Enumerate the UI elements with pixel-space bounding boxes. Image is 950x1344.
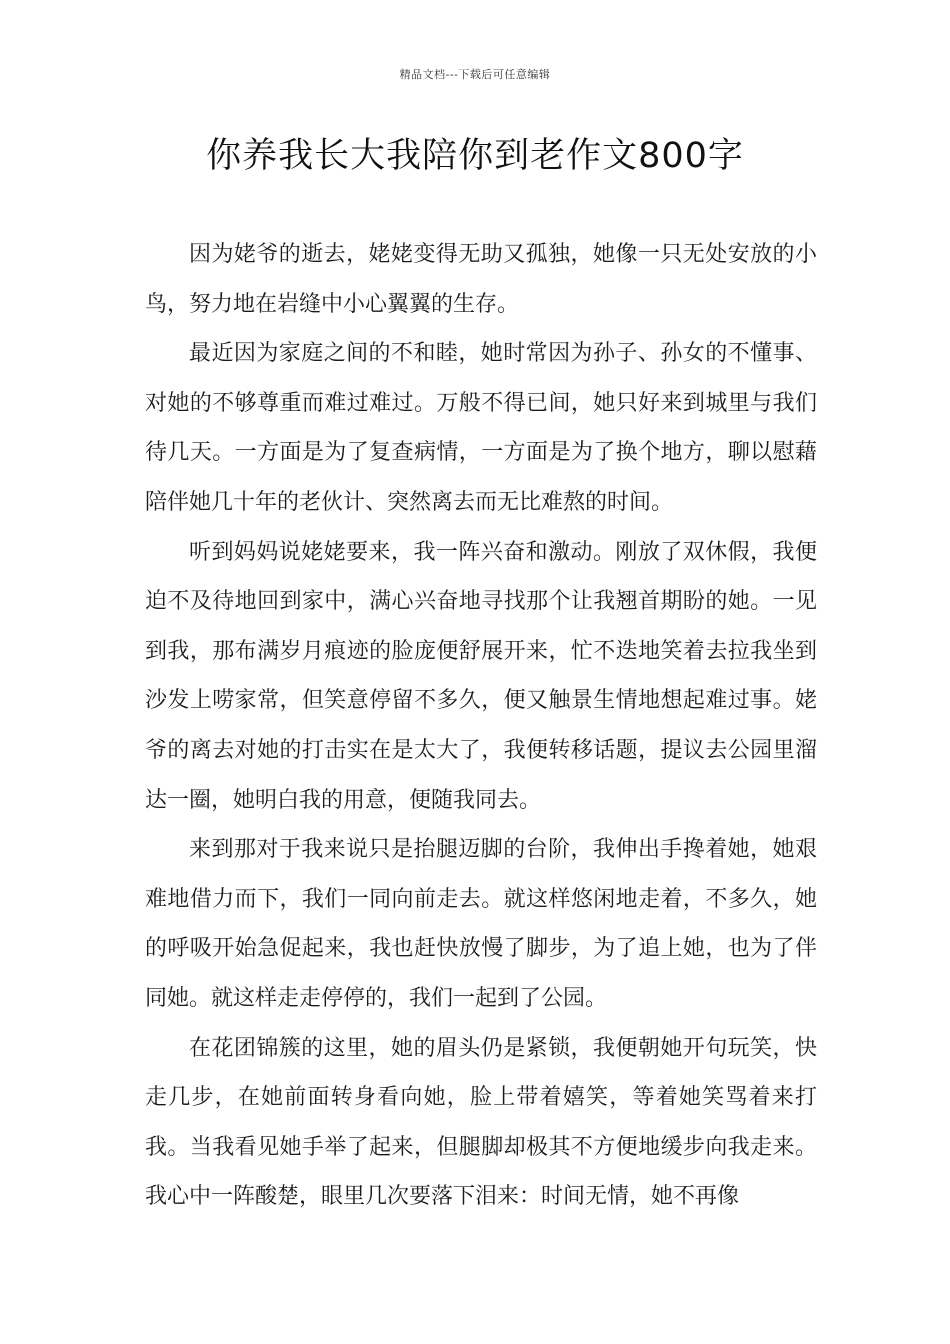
paragraph: 最近因为家庭之间的不和睦，她时常因为孙子、孙女的不懂事、对她的不够尊重而难过难过。万般不得已间，她只好来到城里与我们待几天。一方面是为了复查病情，一方面是为了换个地方，聊以慰藉陪伴她几十年的老伙计、突然离去而无比难熬的时间。 [145,341,817,515]
paragraph: 来到那对于我来说只是抬腿迈脚的台阶，我伸出手搀着她，她艰难地借力而下，我们一同向前走去。就这样悠闲地走着，不多久，她的呼吸开始急促起来，我也赶快放慢了脚步，为了追上她，也为了伴同她。就这样走走停停的，我们一起到了公园。 [145,837,817,1011]
paragraph: 在花团锦簇的这里，她的眉头仍是紧锁，我便朝她开句玩笑，快走几步，在她前面转身看向她，脸上带着嬉笑，等着她笑骂着来打我。当我看见她手举了起来，但腿脚却极其不方便地缓步向我走来。我心中一阵酸楚，眼里几次要落下泪来：时间无情，她不再像 [145,1035,817,1210]
header-note: 精品文档---下载后可任意编辑 [399,68,551,81]
document-body [145,230,817,1222]
document-title: 你养我长大我陪你到老作文800字 [206,136,744,176]
paragraph: 听到妈妈说姥姥要来，我一阵兴奋和激动。刚放了双休假，我便迫不及待地回到家中，满心兴奋地寻找那个让我翘首期盼的她。一见到我，那布满岁月痕迹的脸庞便舒展开来，忙不迭地笑着去拉我坐到沙发上唠家常，但笑意停留不多久，便又触景生情地想起难过事。姥爷的离去对她的打击实在是太大了，我便转移话题，提议去公园里溜达一圈，她明白我的用意，便随我同去。 [145,539,817,813]
paragraph: 因为姥爷的逝去，姥姥变得无助又孤独，她像一只无处安放的小鸟，努力地在岩缝中小心翼翼的生存。 [145,242,817,317]
